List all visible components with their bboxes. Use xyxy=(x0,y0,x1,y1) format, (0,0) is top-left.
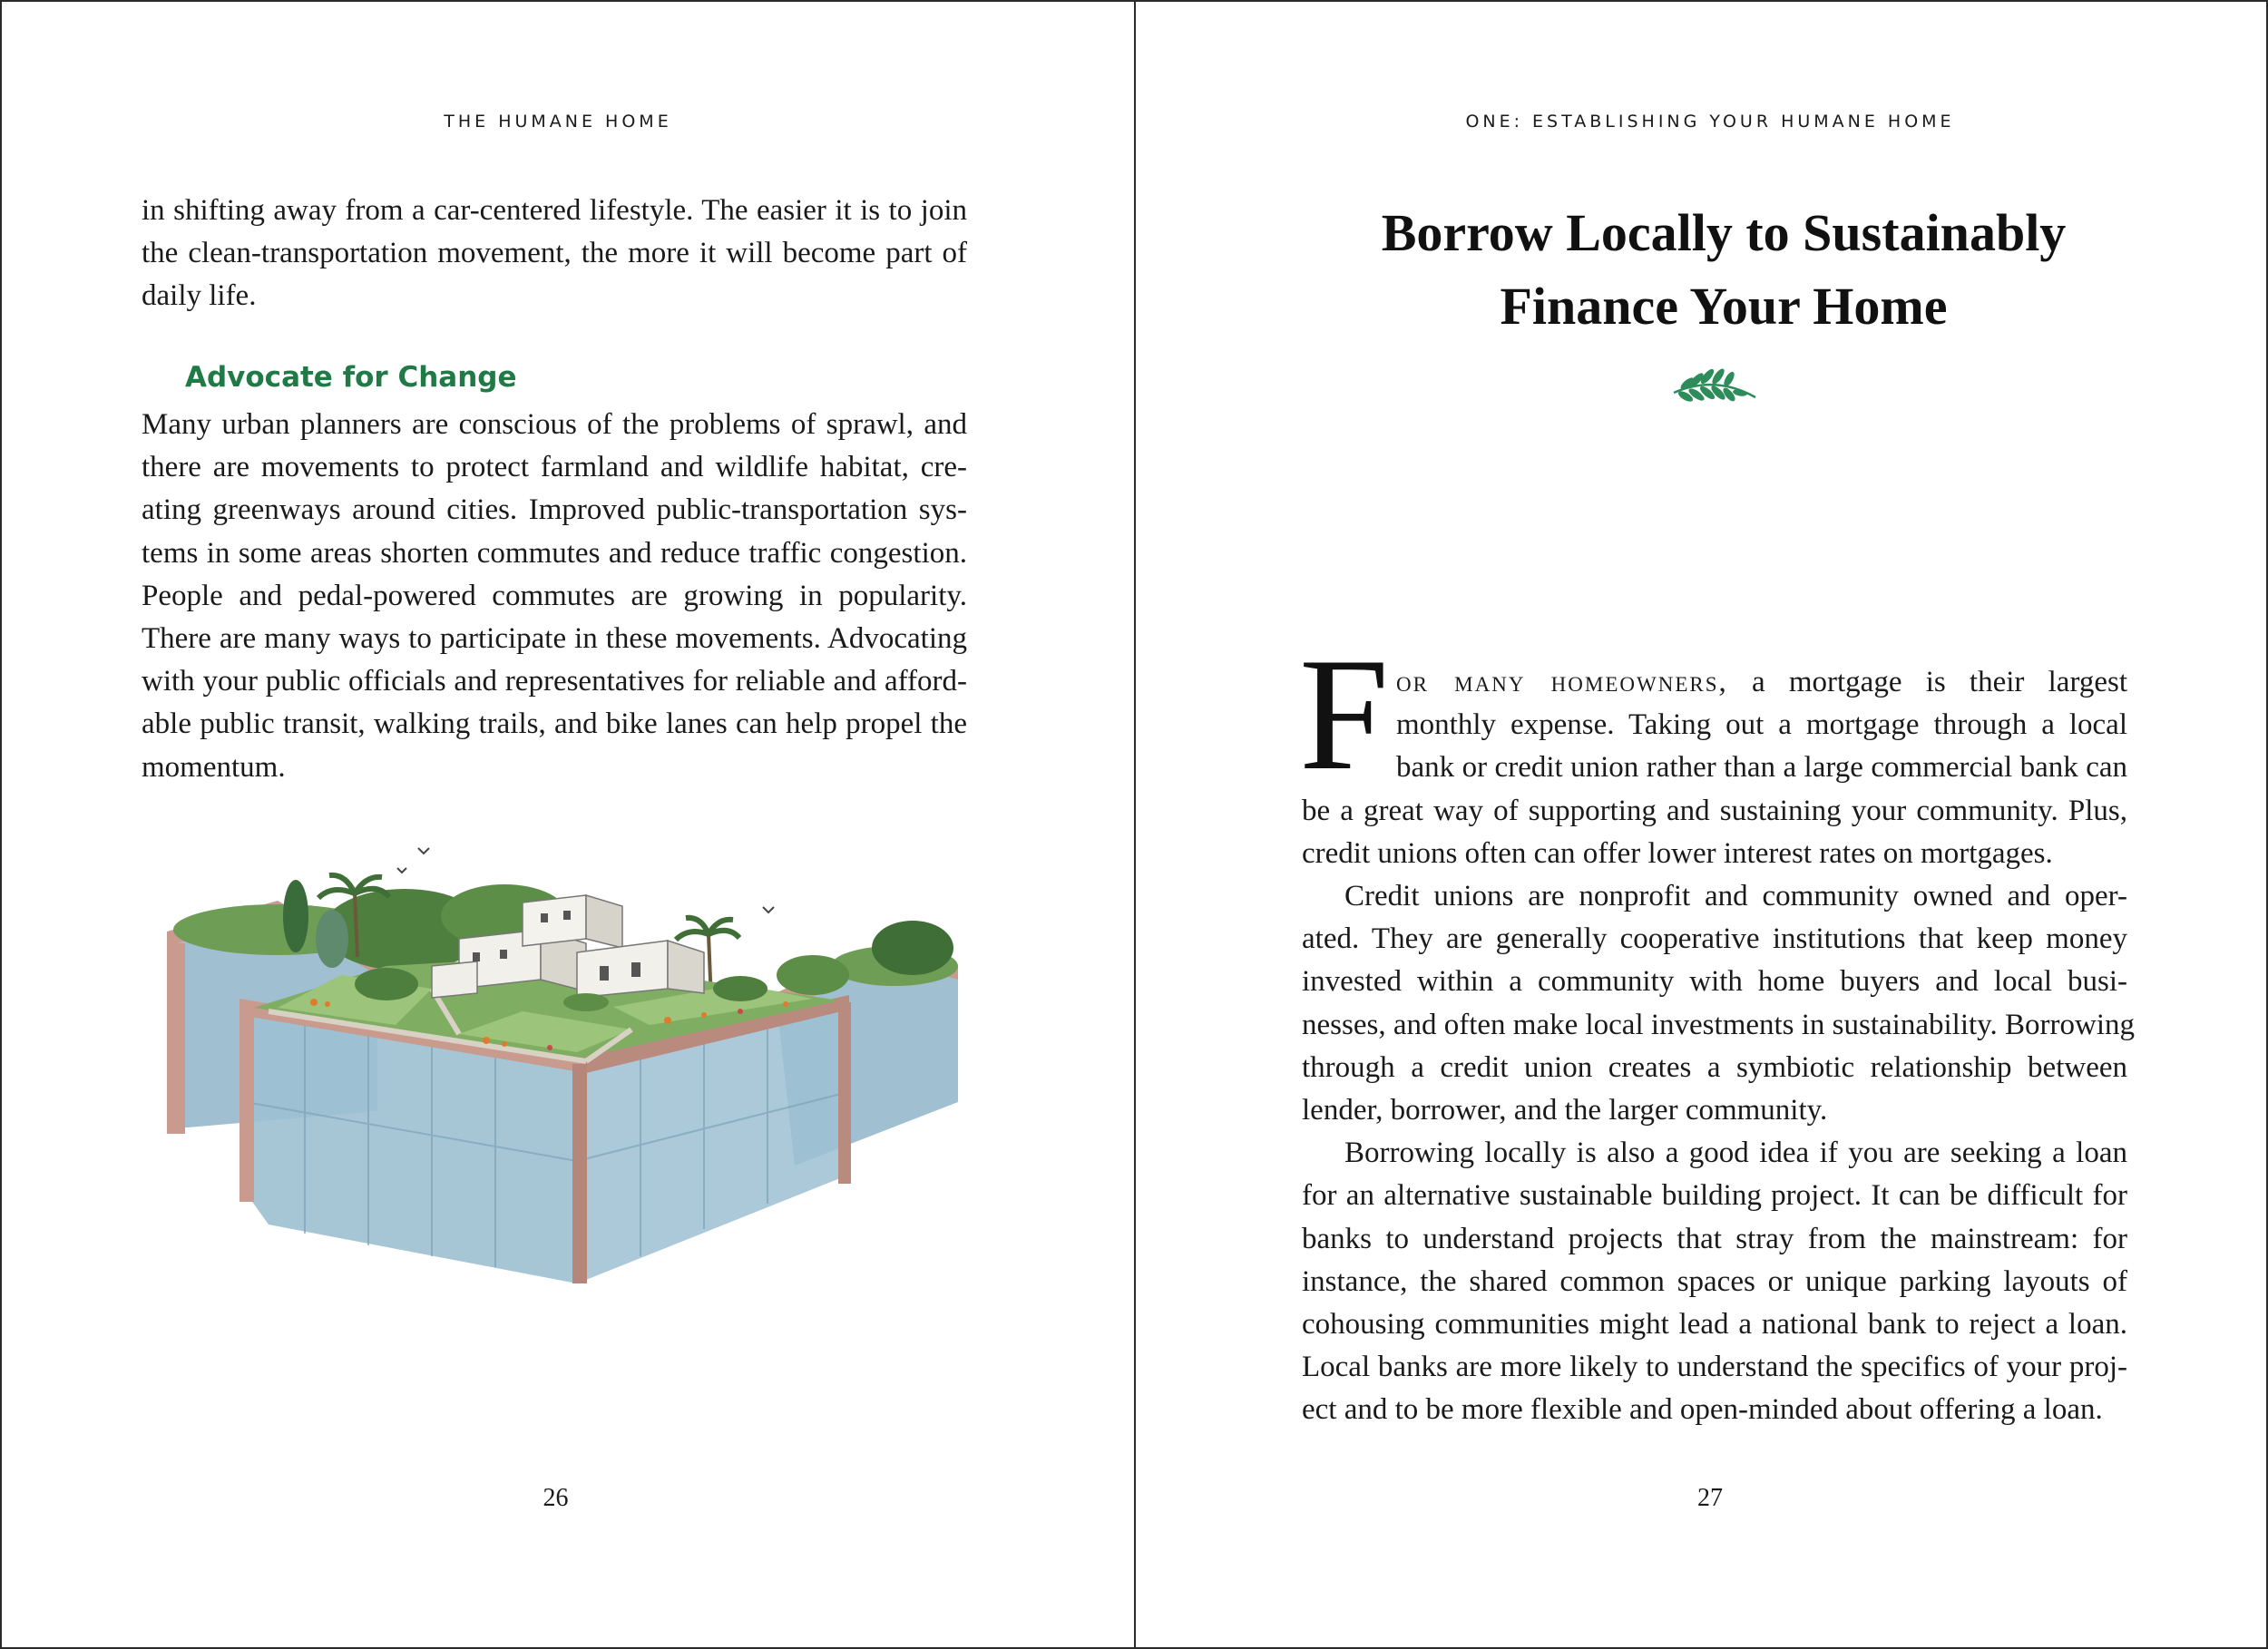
text-line: cohousing communities might lead a national bank to reject a loan. xyxy=(1302,1308,2127,1342)
leaf-ornament-icon xyxy=(1669,356,1760,420)
text-line xyxy=(1302,661,2127,704)
right-running-head: ONE: ESTABLISHING YOUR HUMANE HOME xyxy=(1465,112,1955,132)
text-line: credit unions often can offer lower interest rates on mortgages. xyxy=(1302,836,2053,870)
text-line-rest: a mortgage is their largest xyxy=(1727,666,2127,698)
smallcaps-lead-in: or many homeowners, xyxy=(1396,666,1728,698)
text-line: Borrowing locally is also a good idea if you are seeking a loan xyxy=(1344,1137,2127,1170)
text-line: ated. They are generally cooperative institutions that keep money xyxy=(1302,922,2127,956)
text-line: People and pedal-powered commutes are growing in popularity. xyxy=(142,579,967,612)
right-body-text xyxy=(1302,661,2136,1432)
text-line: the clean-transportation movement, the more it will become part of xyxy=(142,237,967,270)
text-line: Local banks are more likely to understand the specifics of your proj- xyxy=(1302,1351,2127,1384)
text-line: be a great way of supporting and sustaining your community. Plus, xyxy=(1302,794,2127,827)
text-line: There are many ways to participate in these movements. Advocating xyxy=(142,622,967,656)
text-line: through a credit union creates a symbiotic relationship between xyxy=(1302,1050,2127,1084)
left-body-paragraph xyxy=(142,404,967,789)
text-line: daily life. xyxy=(142,279,257,313)
page-number-left: 26 xyxy=(543,1484,569,1512)
text-line: with your public officials and representatives for reliable and afford- xyxy=(142,665,967,698)
left-intro-paragraph xyxy=(142,190,967,318)
chapter-title xyxy=(1270,196,2177,343)
text-line: momentum. xyxy=(142,750,286,784)
page-number-right: 27 xyxy=(1697,1484,1723,1512)
drop-cap: F xyxy=(1299,624,1389,804)
text-line: lender, borrower, and the larger community. xyxy=(1302,1094,1828,1127)
text-line: Credit unions are nonprofit and community owned and oper- xyxy=(1344,880,2127,913)
text-line: bank or credit union rather than a large commercial bank can xyxy=(1396,751,2127,785)
title-line: Borrow Locally to Sustainably xyxy=(1381,203,2067,262)
subheading-advocate: Advocate for Change xyxy=(185,361,517,394)
title-line: Finance Your Home xyxy=(1500,277,1948,336)
text-line: monthly expense. Taking out a mortgage through a local xyxy=(1396,708,2127,742)
text-line: tems in some areas shorten commutes and reduce traffic congestion. xyxy=(142,536,967,570)
text-line: Many urban planners are conscious of the problems of sprawl, and xyxy=(142,408,967,441)
text-line: ating greenways around cities. Improved public-transportation sys- xyxy=(142,493,967,527)
rooftop-garden-illustration xyxy=(160,830,958,1283)
text-line: able public transit, walking trails, and bike lanes can help propel the xyxy=(142,707,967,741)
text-line: ect and to be more flexible and open-minded about offering a loan. xyxy=(1302,1393,2103,1427)
text-line: invested within a community with home buyers and local busi- xyxy=(1302,965,2127,999)
text-line: there are movements to protect farmland and wildlife habitat, cre- xyxy=(142,451,967,484)
text-line: instance, the shared common spaces or unique parking layouts of xyxy=(1302,1264,2127,1298)
page-gutter xyxy=(1134,0,1136,1649)
text-line: nesses, and often make local investments in sustainability. Borrowing xyxy=(1302,1008,2136,1041)
left-running-head: THE HUMANE HOME xyxy=(444,112,672,132)
text-line: banks to understand projects that stray from the mainstream: for xyxy=(1302,1222,2127,1255)
text-line: in shifting away from a car-centered lifestyle. The easier it is to join xyxy=(142,194,967,227)
text-line: for an alternative sustainable building project. It can be difficult for xyxy=(1302,1179,2127,1213)
